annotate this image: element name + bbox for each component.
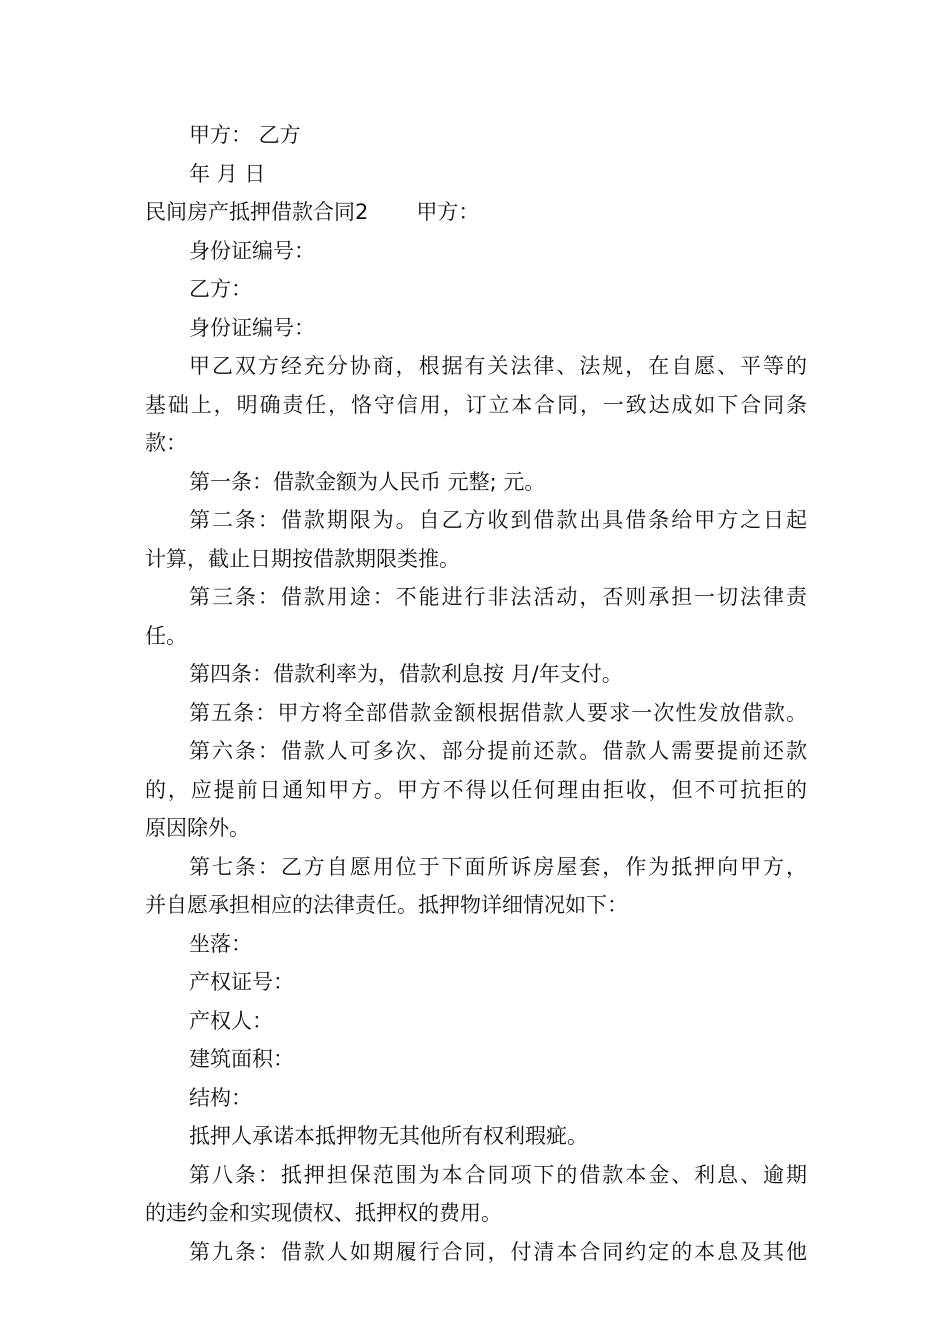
party-b-line: 乙方：: [189, 277, 252, 301]
party-a-label: 甲方：: [416, 200, 480, 224]
article-3-line-2: 任。: [145, 623, 187, 648]
preamble-line-3: 款：: [145, 431, 187, 455]
article-5: 第五条：甲方将全部借款金额根据借款人要求一次性发放借款。: [189, 700, 807, 725]
collateral-certificate-number: 产权证号：: [189, 970, 294, 994]
contract-title: 民间房产抵押借款合同2: [145, 200, 369, 224]
article-3-line-1: 第三条：借款用途：不能进行非法活动，否则承担一切法律责: [189, 585, 807, 609]
preamble-line-1: 甲乙双方经充分协商，根据有关法律、法规，在自愿、平等的: [189, 354, 807, 378]
collateral-floor-area: 建筑面积：: [189, 1047, 294, 1071]
collateral-owner: 产权人：: [189, 1008, 273, 1033]
article-8-line-2: 的违约金和实现债权、抵押权的费用。: [145, 1201, 502, 1225]
party-b-id-line: 身份证编号：: [189, 315, 315, 340]
signature-parties: 甲方： 乙方: [189, 123, 301, 147]
contract-heading: [145, 193, 807, 232]
signature-date: 年 月 日: [189, 161, 266, 186]
article-6-line-3: 原因除外。: [145, 816, 250, 840]
article-4: 第四条：借款利率为，借款利息按 月/年支付。: [189, 662, 623, 686]
article-2-line-1: 第二条：借款期限为。自乙方收到借款出具借条给甲方之日起: [189, 508, 807, 532]
party-a-id-line: 身份证编号：: [189, 238, 315, 263]
preamble-line-2: 基础上，明确责任，恪守信用，订立本合同，一致达成如下合同条: [145, 392, 807, 417]
article-1: 第一条：借款金额为人民币 元整; 元。: [189, 469, 546, 494]
article-6-line-1: 第六条：借款人可多次、部分提前还款。借款人需要提前还款: [189, 739, 807, 763]
article-7-line-1: 第七条：乙方自愿用位于下面所诉房屋套，作为抵押向甲方，: [189, 854, 807, 879]
document-body: [145, 116, 807, 1271]
collateral-warranty: 抵押人承诺本抵押物无其他所有权利瑕疵。: [189, 1124, 588, 1148]
article-8-line-1: 第八条：抵押担保范围为本合同项下的借款本金、利息、逾期: [189, 1162, 807, 1187]
article-2-line-2: 计算，截止日期按借款期限类推。: [145, 546, 460, 571]
article-6-line-2: 的，应提前日通知甲方。甲方不得以任何理由拒收，但不可抗拒的: [145, 777, 807, 802]
collateral-structure: 结构：: [189, 1085, 252, 1110]
collateral-location: 坐落：: [189, 931, 252, 956]
article-7-line-2: 并自愿承担相应的法律责任。抵押物详细情况如下：: [145, 893, 628, 917]
article-9-line-1: 第九条：借款人如期履行合同，付清本合同约定的本息及其他: [189, 1239, 807, 1264]
